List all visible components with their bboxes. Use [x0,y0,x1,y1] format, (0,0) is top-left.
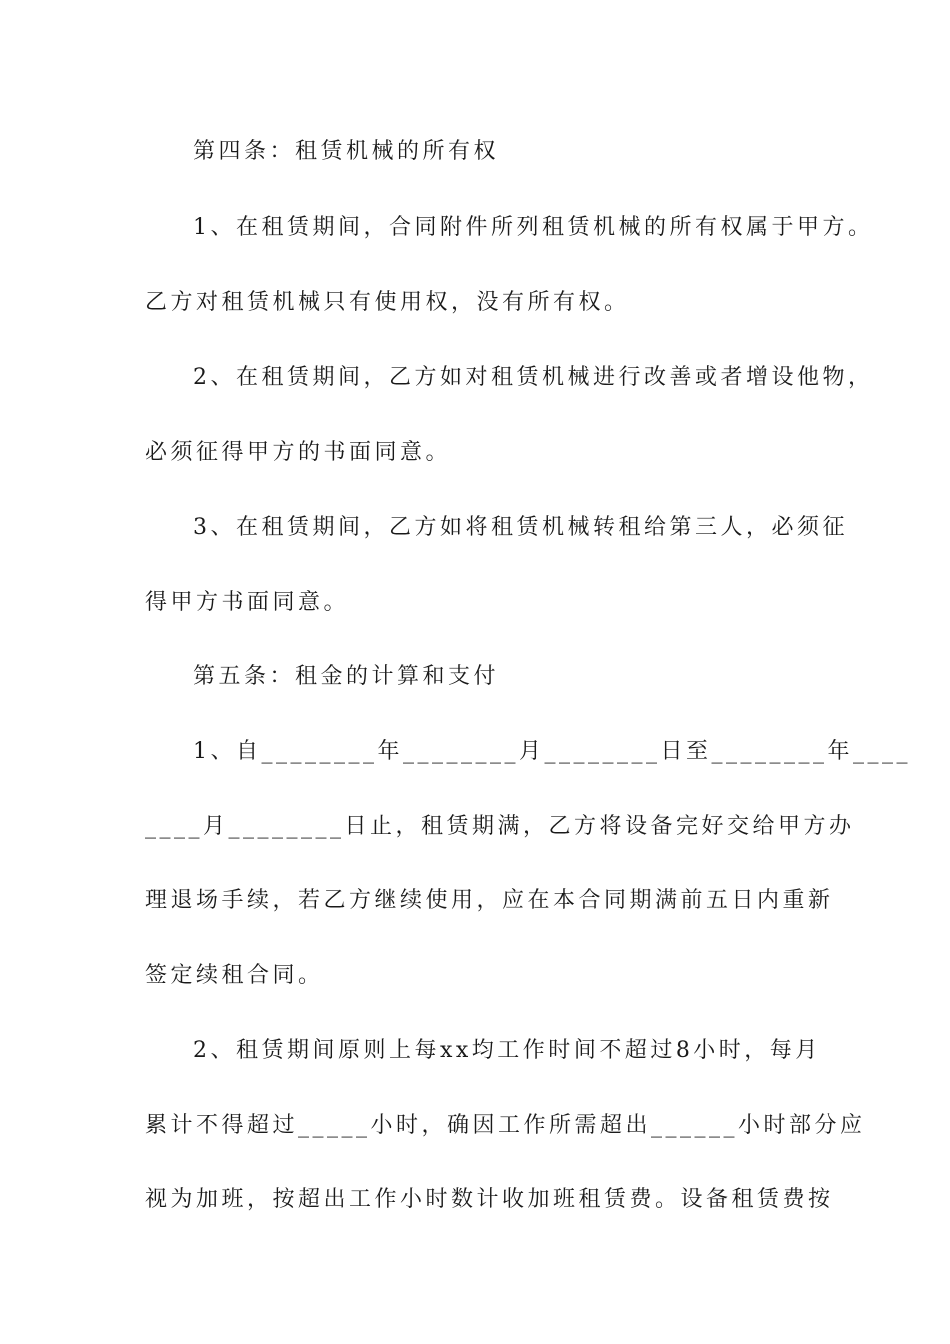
paragraph-line: 视为加班，按超出工作小时数计收加班租赁费。设备租赁费按 [145,1187,834,1212]
paragraph-line: 2、在租赁期间，乙方如对租赁机械进行改善或者增设他物， [193,365,874,390]
article-4-heading: 第四条：租赁机械的所有权 [193,139,500,164]
paragraph-line: 乙方对租赁机械只有使用权，没有所有权。 [145,290,630,315]
paragraph-line: 3、在租赁期间，乙方如将租赁机械转租给第三人，必须征 [193,515,848,540]
paragraph-line: 1、在租赁期间，合同附件所列租赁机械的所有权属于甲方。 [193,215,874,240]
paragraph-line: 1、自________年________月________日至________年____ [193,739,911,764]
paragraph-line: 2、租赁期间原则上每xx均工作时间不超过8小时，每月 [193,1038,821,1063]
paragraph-line: 必须征得甲方的书面同意。 [145,440,452,465]
paragraph-line: 累计不得超过_____小时，确因工作所需超出______小时部分应 [145,1113,866,1138]
paragraph-line: ____月________日止，租赁期满，乙方将设备完好交给甲方办 [145,814,855,839]
paragraph-line: 理退场手续，若乙方继续使用，应在本合同期满前五日内重新 [145,888,834,913]
paragraph-line: 签定续租合同。 [145,963,324,988]
paragraph-line: 得甲方书面同意。 [145,590,350,615]
article-5-heading: 第五条：租金的计算和支付 [193,664,500,689]
